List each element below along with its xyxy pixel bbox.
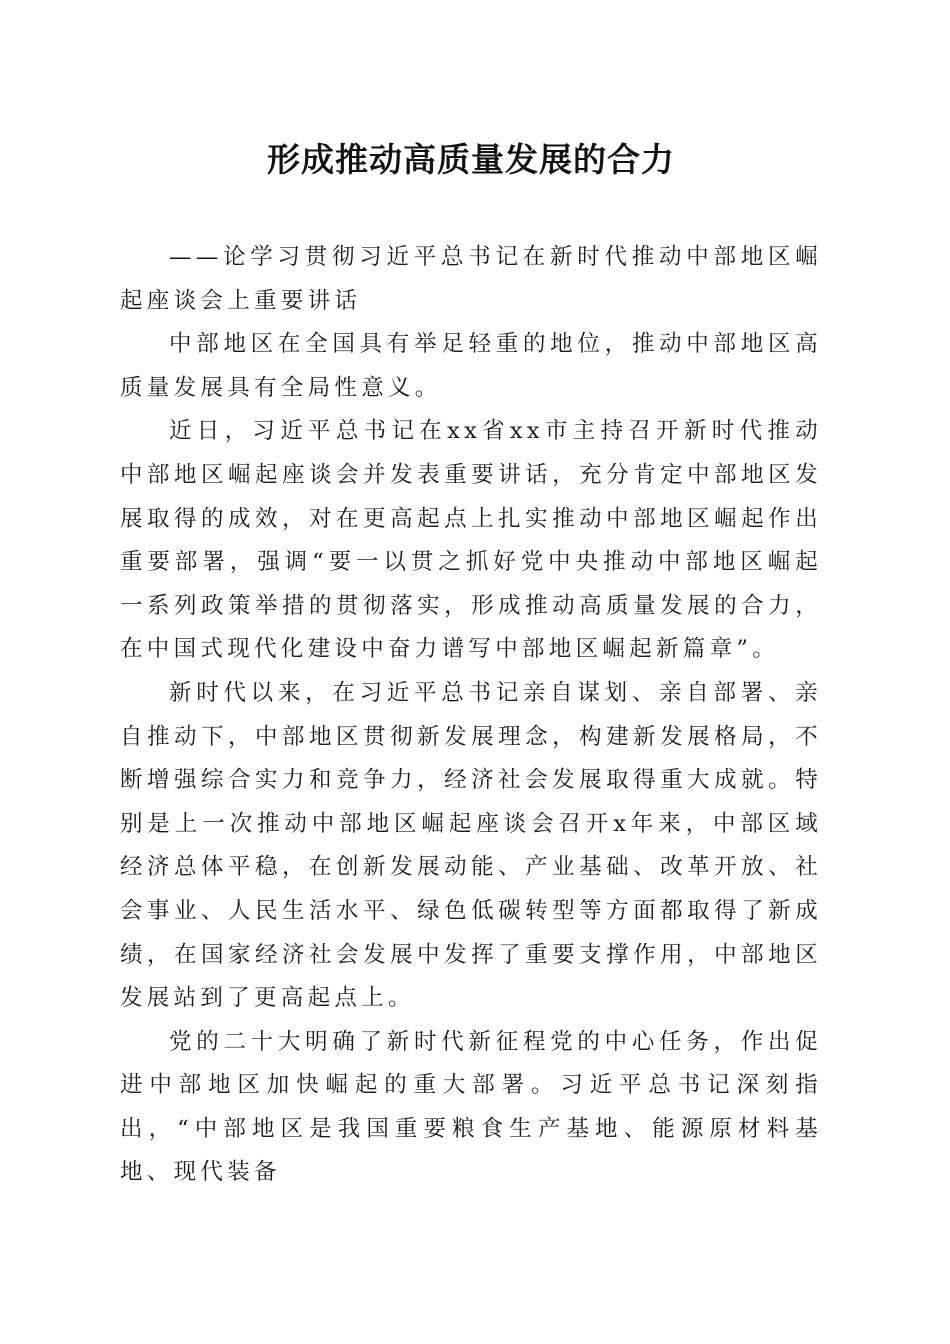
body-paragraph: 近日，习近平总书记在xx省xx市主持召开新时代推动中部地区崛起座谈会并发表重要讲话，充分肯定中部地区发展取得的成效，对在更高起点上扎实推动中部地区崛起作出重要部署，强调“要一以贯之抓好党中央推动中部地区崛起一系列政策举措的贯彻落实，形成推动高质量发展的合力，在中国式现代化建设中奋力谱写中部地区崛起新篇章”。 [120,418,822,663]
document-subtitle: ——论学习贯彻习近平总书记在新时代推动中部地区崛起座谈会上重要讲话 [120,244,822,314]
body-paragraph: 中部地区在全国具有举足轻重的地位，推动中部地区高质量发展具有全局性意义。 [120,331,822,401]
body-paragraph: 党的二十大明确了新时代新征程党的中心任务，作出促进中部地区加快崛起的重大部署。习近平总书记深刻指出，“中部地区是我国重要粮食生产基地、能源原材料基地、现代装备 [120,1028,822,1186]
body-paragraph: 新时代以来，在习近平总书记亲自谋划、亲自部署、亲自推动下，中部地区贯彻新发展理念，构建新发展格局，不断增强综合实力和竞争力，经济社会发展取得重大成就。特别是上一次推动中部地区崛起座谈会召开x年来，中部区域经济总体平稳，在创新发展动能、产业基础、改革开放、社会事业、人民生活水平、绿色低碳转型等方面都取得了新成绩，在国家经济社会发展中发挥了重要支撑作用，中部地区发展站到了更高起点上。 [120,679,822,1012]
document-body [120,236,822,1195]
document-title: 形成推动高质量发展的合力 [267,140,675,179]
